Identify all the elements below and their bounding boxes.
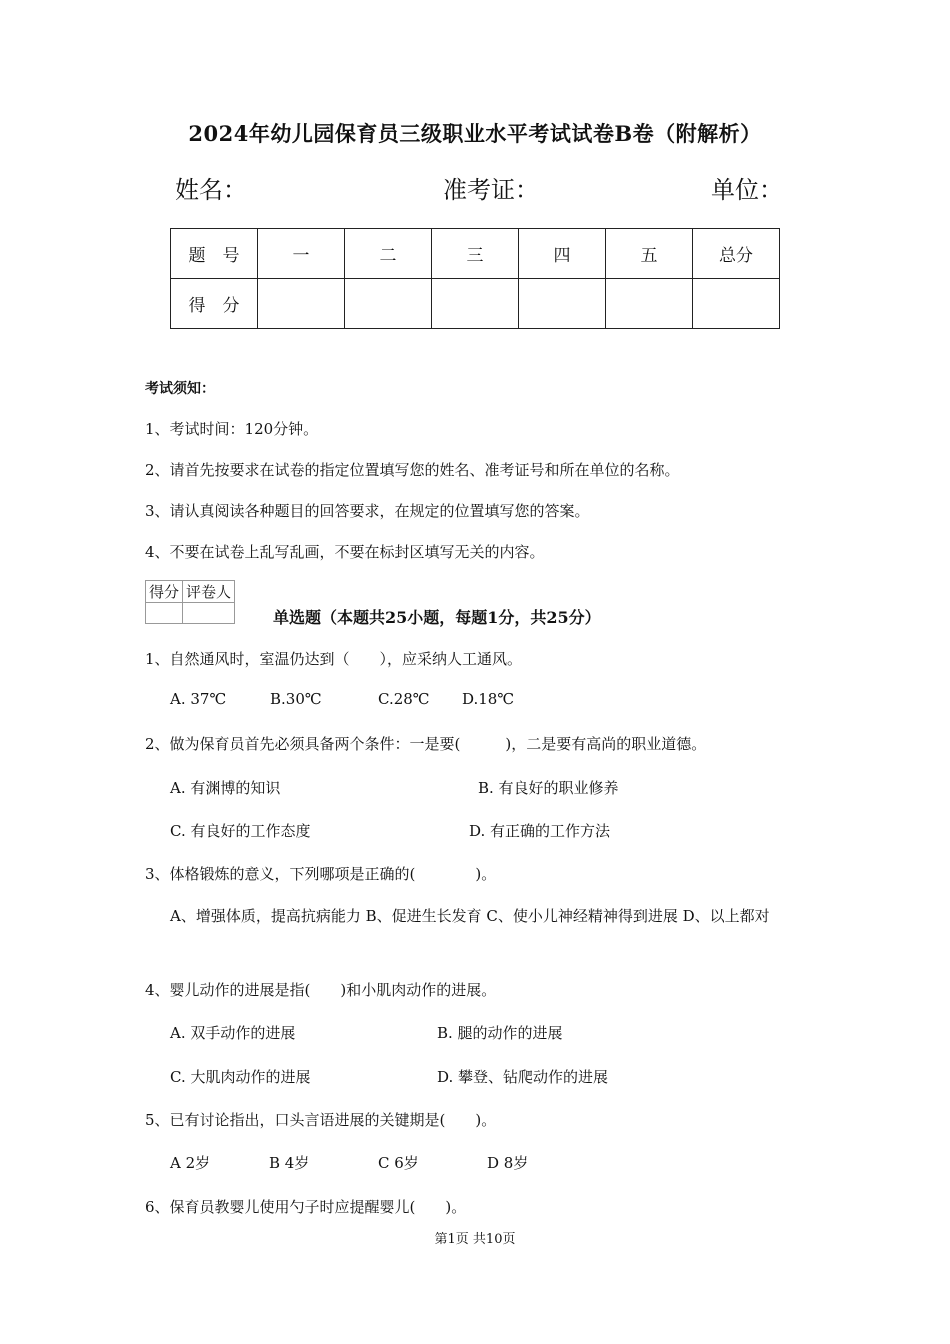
question-option: A. 有渊博的知识: [170, 779, 281, 797]
section-title: 单选题（本题共25小题，每题1分，共25分）: [273, 608, 601, 627]
score-input-cell[interactable]: [606, 279, 693, 329]
note-item: 2、请首先按要求在试卷的指定位置填写您的姓名、准考证号和所在单位的名称。: [145, 461, 680, 479]
question-option: B. 有良好的职业修养: [478, 779, 619, 797]
note-item: 1、考试时间：120分钟。: [145, 420, 319, 438]
score-table-cell: 四: [519, 229, 606, 279]
page-title: 2024年幼儿园保育员三级职业水平考试试卷B卷（附解析）: [188, 121, 762, 146]
note-item: 4、不要在试卷上乱写乱画，不要在标封区填写无关的内容。: [145, 543, 545, 561]
score-table-score-row: [171, 279, 780, 329]
score-table-cell: 三: [432, 229, 519, 279]
score-table-cell: 五: [606, 229, 693, 279]
exam-id-field-label: 准考证：: [443, 176, 539, 204]
grader-table-grader-label: 评卷人: [183, 581, 235, 603]
score-table-cell: 一: [258, 229, 345, 279]
score-input-cell[interactable]: [345, 279, 432, 329]
question-option: C.28℃: [378, 690, 430, 708]
question-option: D 8岁: [487, 1154, 529, 1172]
score-table-cell: 得 分: [171, 279, 258, 329]
question-stem: 5、已有讨论指出，口头言语进展的关键期是( )。: [145, 1111, 497, 1129]
question-option: C. 大肌肉动作的进展: [170, 1068, 311, 1086]
question-stem: 4、婴儿动作的进展是指( )和小肌肉动作的进展。: [145, 981, 497, 999]
question-option: D. 有正确的工作方法: [469, 822, 611, 840]
question-option: A. 37℃: [170, 690, 227, 708]
notes-heading: 考试须知：: [145, 381, 215, 397]
score-table-cell: 题 号: [171, 229, 258, 279]
question-option: D.18℃: [462, 690, 515, 708]
question-option: C 6岁: [378, 1154, 419, 1172]
question-options-text: A、增强体质，提高抗病能力 B、促进生长发育 C、使小儿神经精神得到进展 D、以上都对: [170, 907, 770, 925]
grader-table-grader-cell[interactable]: [183, 603, 235, 624]
score-table: [170, 228, 780, 329]
name-field-label: 姓名：: [175, 176, 247, 204]
grader-table: [145, 580, 235, 624]
question-stem: 1、自然通风时，室温仍达到（ ），应采纳人工通风。: [145, 650, 523, 668]
question-stem: 6、保育员教婴儿使用勺子时应提醒婴儿( )。: [145, 1198, 467, 1216]
question-option: B.30℃: [270, 690, 322, 708]
score-input-cell[interactable]: [432, 279, 519, 329]
question-option: A 2岁: [170, 1154, 211, 1172]
score-input-cell[interactable]: [519, 279, 606, 329]
question-option: D. 攀登、钻爬动作的进展: [437, 1068, 609, 1086]
score-input-cell[interactable]: [693, 279, 780, 329]
question-stem: 2、做为保育员首先必须具备两个条件：一是要( )，二是要有高尚的职业道德。: [145, 735, 707, 753]
question-stem: 3、体格锻炼的意义，下列哪项是正确的( )。: [145, 865, 497, 883]
score-table-cell: 二: [345, 229, 432, 279]
grader-table-score-cell[interactable]: [146, 603, 183, 624]
score-input-cell[interactable]: [258, 279, 345, 329]
question-option: B 4岁: [269, 1154, 310, 1172]
question-option: B. 腿的动作的进展: [437, 1024, 563, 1042]
note-item: 3、请认真阅读各种题目的回答要求，在规定的位置填写您的答案。: [145, 502, 590, 520]
question-option: A. 双手动作的进展: [170, 1024, 296, 1042]
score-table-cell: 总分: [693, 229, 780, 279]
score-table-header-row: [171, 229, 780, 279]
question-option: C. 有良好的工作态度: [170, 822, 311, 840]
unit-field-label: 单位：: [711, 176, 783, 204]
grader-table-score-label: 得分: [146, 581, 183, 603]
page-footer: 第1页 共10页: [434, 1232, 516, 1247]
